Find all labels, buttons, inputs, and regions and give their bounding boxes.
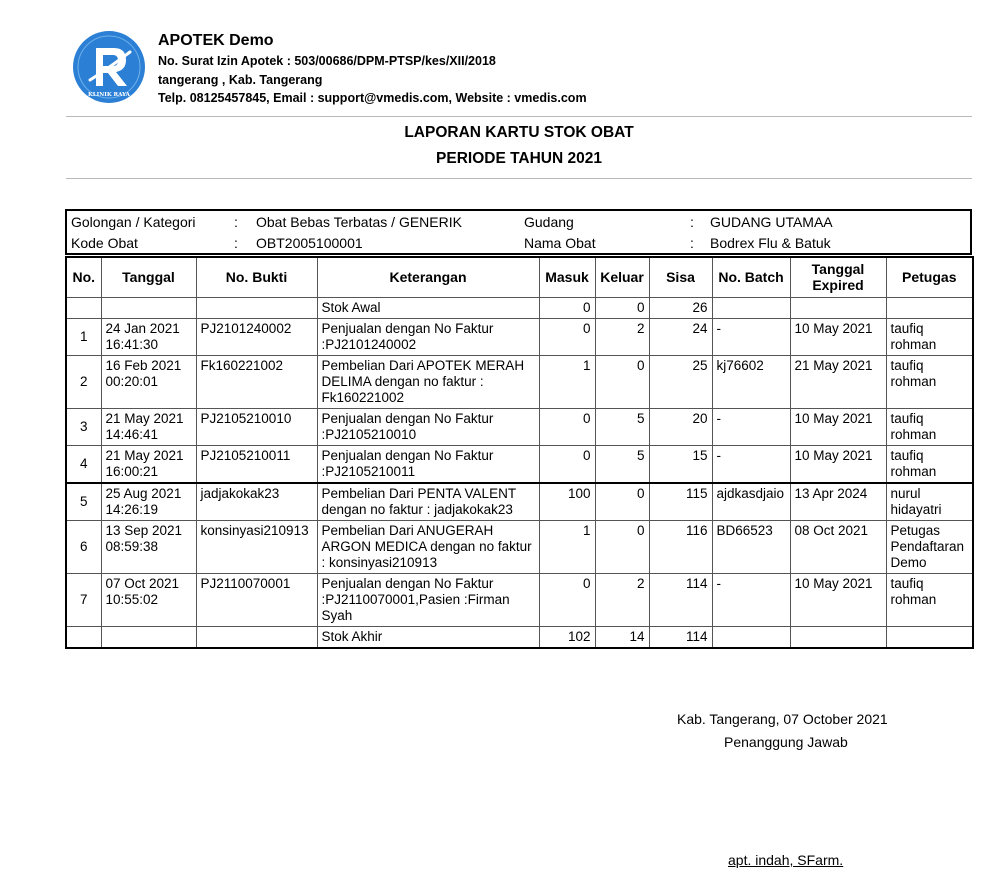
- drug-info-table: [65, 209, 972, 255]
- row-batch: -: [712, 408, 790, 445]
- row-keluar: 5: [595, 408, 649, 445]
- row-expired: 10 May 2021: [790, 408, 886, 445]
- kode-value: OBT2005100001: [256, 234, 363, 251]
- info-row: [66, 232, 971, 254]
- stok-akhir-masuk: 102: [539, 626, 595, 648]
- row-date: [101, 318, 196, 355]
- row-keterangan: Penjualan dengan No Faktur :PJ2105210011: [317, 445, 539, 483]
- row-petugas: taufiq rohman: [886, 355, 973, 408]
- row-masuk: 0: [539, 573, 595, 626]
- nama-label: Nama Obat: [524, 234, 596, 251]
- stok-awal-label: Stok Awal: [317, 297, 539, 318]
- row-petugas: taufiq rohman: [886, 445, 973, 483]
- table-row: [66, 520, 973, 573]
- row-date: [101, 573, 196, 626]
- row-date: [101, 355, 196, 408]
- kode-label: Kode Obat: [71, 234, 138, 251]
- stok-awal-keluar: 0: [595, 297, 649, 318]
- stok-akhir-label: Stok Akhir: [317, 626, 539, 648]
- report-period: PERIODE TAHUN 2021: [436, 150, 602, 167]
- header-tanggal: Tanggal: [101, 257, 196, 297]
- row-expired: 10 May 2021: [790, 573, 886, 626]
- row-bukti: konsinyasi210913: [196, 520, 317, 573]
- row-bukti: PJ2105210010: [196, 408, 317, 445]
- header-no-batch: No. Batch: [712, 257, 790, 297]
- row-keluar: 2: [595, 573, 649, 626]
- letterhead-text: [158, 30, 587, 108]
- row-petugas: taufiq rohman: [886, 573, 973, 626]
- header-tanggal-expired: Tanggal Expired: [790, 257, 886, 297]
- row-date-day: 21 May 2021: [105, 447, 184, 463]
- row-keterangan: Penjualan dengan No Faktur :PJ2105210010: [317, 408, 539, 445]
- row-keterangan: Pembelian Dari PENTA VALENT dengan no faktur : jadjakokak23: [317, 483, 539, 521]
- row-date-time: 00:20:01: [105, 373, 159, 389]
- pharmacy-logo: [72, 30, 146, 104]
- stok-awal-row: [66, 297, 973, 318]
- row-masuk: 1: [539, 520, 595, 573]
- report-title: LAPORAN KARTU STOK OBAT: [404, 124, 634, 141]
- row-petugas: Petugas Pendaftaran Demo: [886, 520, 973, 573]
- row-no: 3: [66, 408, 101, 445]
- row-sisa: 116: [649, 520, 712, 573]
- pharmacy-name: APOTEK Demo: [158, 32, 274, 49]
- row-expired: 08 Oct 2021: [790, 520, 886, 573]
- info-separator: :: [690, 213, 694, 230]
- row-no: 5: [66, 483, 101, 521]
- row-no: 1: [66, 318, 101, 355]
- row-date: [101, 483, 196, 521]
- row-date-time: 16:00:21: [105, 463, 159, 479]
- row-expired: 10 May 2021: [790, 445, 886, 483]
- golongan-value: Obat Bebas Terbatas / GENERIK: [256, 213, 462, 230]
- row-date-day: 25 Aug 2021: [105, 485, 182, 501]
- row-date-time: 16:41:30: [105, 336, 159, 352]
- row-keluar: 5: [595, 445, 649, 483]
- table-row: [66, 355, 973, 408]
- row-no: 7: [66, 573, 101, 626]
- row-bukti: PJ2110070001: [196, 573, 317, 626]
- header-keterangan: Keterangan: [317, 257, 539, 297]
- header-petugas: Petugas: [886, 257, 973, 297]
- row-batch: -: [712, 318, 790, 355]
- stok-akhir-sisa: 114: [649, 626, 712, 648]
- header-masuk: Masuk: [539, 257, 595, 297]
- row-keluar: 0: [595, 520, 649, 573]
- letterhead: [66, 26, 972, 116]
- row-date-time: 08:59:38: [105, 538, 159, 554]
- row-bukti: Fk160221002: [196, 355, 317, 408]
- header-no: No.: [66, 257, 101, 297]
- row-no: 4: [66, 445, 101, 483]
- row-date-day: 07 Oct 2021: [105, 575, 180, 591]
- row-masuk: 0: [539, 318, 595, 355]
- row-keluar: 0: [595, 483, 649, 521]
- row-batch: ajdkasdjaio: [712, 483, 790, 521]
- info-separator: :: [690, 234, 694, 251]
- row-sisa: 20: [649, 408, 712, 445]
- row-expired: 10 May 2021: [790, 318, 886, 355]
- row-expired: 13 Apr 2024: [790, 483, 886, 521]
- row-sisa: 25: [649, 355, 712, 408]
- place-date: Kab. Tangerang, 07 October 2021: [677, 711, 888, 727]
- row-keterangan: Pembelian Dari ANUGERAH ARGON MEDICA dengan no faktur : konsinyasi210913: [317, 520, 539, 573]
- row-bukti: jadjakokak23: [196, 483, 317, 521]
- gudang-label: Gudang: [524, 213, 574, 230]
- row-petugas: nurul hidayatri: [886, 483, 973, 521]
- row-batch: BD66523: [712, 520, 790, 573]
- row-keterangan: Penjualan dengan No Faktur :PJ2101240002: [317, 318, 539, 355]
- row-no: 2: [66, 355, 101, 408]
- info-separator: :: [234, 213, 238, 230]
- row-bukti: PJ2105210011: [196, 445, 317, 483]
- svg-text:KLINIK RAYA: KLINIK RAYA: [88, 92, 130, 98]
- header-divider: [66, 116, 972, 117]
- gudang-value: GUDANG UTAMAA: [710, 213, 833, 230]
- info-row: [66, 210, 971, 232]
- table-row: [66, 483, 973, 521]
- pharmacy-address: tangerang , Kab. Tangerang: [158, 72, 323, 87]
- stok-awal-sisa: 26: [649, 297, 712, 318]
- row-date-day: 21 May 2021: [105, 410, 184, 426]
- row-date: [101, 445, 196, 483]
- header-keluar: Keluar: [595, 257, 649, 297]
- signatory-name: apt. indah, SFarm.: [728, 852, 844, 868]
- row-sisa: 24: [649, 318, 712, 355]
- row-petugas: taufiq rohman: [886, 318, 973, 355]
- row-sisa: 114: [649, 573, 712, 626]
- row-date-time: 14:46:41: [105, 426, 159, 442]
- row-date-time: 10:55:02: [105, 591, 159, 607]
- stock-card-table: [65, 256, 974, 649]
- row-date-day: 16 Feb 2021: [105, 357, 182, 373]
- row-date-day: 24 Jan 2021: [105, 320, 180, 336]
- row-sisa: 15: [649, 445, 712, 483]
- row-masuk: 0: [539, 408, 595, 445]
- responsible-role: Penanggung Jawab: [724, 734, 848, 750]
- row-petugas: taufiq rohman: [886, 408, 973, 445]
- row-keterangan: Penjualan dengan No Faktur :PJ2110070001,Pasien :Firman Syah: [317, 573, 539, 626]
- row-keluar: 2: [595, 318, 649, 355]
- row-date-day: 13 Sep 2021: [105, 522, 183, 538]
- row-batch: -: [712, 445, 790, 483]
- row-masuk: 0: [539, 445, 595, 483]
- row-masuk: 1: [539, 355, 595, 408]
- golongan-label: Golongan / Kategori: [71, 213, 196, 230]
- row-date-time: 14:26:19: [105, 501, 159, 517]
- table-row: [66, 318, 973, 355]
- pharmacy-contact: Telp. 08125457845, Email : support@vmedis.com, Website : vmedis.com: [158, 91, 587, 105]
- row-masuk: 100: [539, 483, 595, 521]
- nama-value: Bodrex Flu & Batuk: [710, 234, 831, 251]
- license-number: No. Surat Izin Apotek : 503/00686/DPM-PTSP/kes/XII/2018: [158, 54, 496, 68]
- table-row: [66, 445, 973, 483]
- row-keluar: 0: [595, 355, 649, 408]
- row-batch: kj76602: [712, 355, 790, 408]
- info-separator: :: [234, 234, 238, 251]
- row-batch: -: [712, 573, 790, 626]
- table-row: [66, 573, 973, 626]
- stok-awal-masuk: 0: [539, 297, 595, 318]
- row-keterangan: Pembelian Dari APOTEK MERAH DELIMA dengan no faktur : Fk160221002: [317, 355, 539, 408]
- table-header-row: [66, 257, 973, 297]
- table-row: [66, 408, 973, 445]
- row-date: [101, 408, 196, 445]
- stok-akhir-keluar: 14: [595, 626, 649, 648]
- stok-akhir-row: [66, 626, 973, 648]
- row-date: [101, 520, 196, 573]
- row-bukti: PJ2101240002: [196, 318, 317, 355]
- row-no: 6: [66, 520, 101, 573]
- header-sisa: Sisa: [649, 257, 712, 297]
- title-divider: [66, 178, 972, 179]
- row-expired: 21 May 2021: [790, 355, 886, 408]
- row-sisa: 115: [649, 483, 712, 521]
- header-no-bukti: No. Bukti: [196, 257, 317, 297]
